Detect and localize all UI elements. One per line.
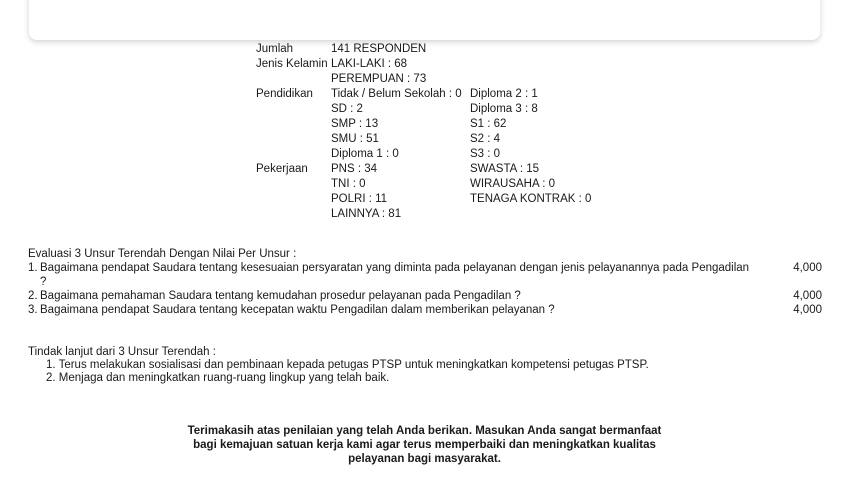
item-number: 2. [28,290,38,302]
education-item: Diploma 3 : 8 [470,103,538,115]
education-item: Tidak / Belum Sekolah : 0 [331,88,462,100]
job-item: LAINNYA : 81 [331,208,402,220]
jumlah-value: 141 RESPONDEN [331,43,427,55]
item-question-continuation: ? [40,276,47,288]
job-item: WIRAUSAHA : 0 [470,178,555,190]
followup-item: 1. Terus melakukan sosialisasi dan pembinaan kepada petugas PTSP untuk meningkatkan kompetensi petugas PTSP. [46,359,649,371]
education-item: S2 : 4 [470,133,501,145]
item-question: Bagaimana pemahaman Saudara tentang kemudahan prosedur pelayanan pada Pengadilan ? [40,290,521,302]
evaluation-item [28,261,822,275]
followup-item: 2. Menjaga dan meningkatkan ruang-ruang lingkup yang telah baik. [46,372,390,384]
followup-section [28,346,649,385]
job-item: POLRI : 11 [331,193,388,205]
item-score: 4,000 [793,304,822,316]
respondent-summary [256,42,591,222]
evaluation-section [28,247,822,317]
item-score: 4,000 [793,290,822,302]
education-item: S3 : 0 [470,148,501,160]
job-item: TENAGA KONTRAK : 0 [470,193,592,205]
item-score: 4,000 [793,262,822,274]
job-label: Pekerjaan [256,163,308,175]
education-item: SMU : 51 [331,133,379,145]
thank-you-message: Terimakasih atas penilaian yang telah Anda berikan. Masukan Anda sangat bermanfaat bagi kemajuan satuan kerja kami agar terus memperbaiki dan meningkatkan kualitas pelayanan bagi masyarakat. [187,425,662,465]
education-item: SMP : 13 [331,118,379,130]
jumlah-label: Jumlah [256,43,294,55]
job-item: PNS : 34 [331,163,378,175]
education-item: Diploma 2 : 1 [470,88,538,100]
top-card [29,0,820,40]
gender-female: PEREMPUAN : 73 [331,73,427,85]
evaluation-item-continuation [28,275,822,289]
item-number: 3. [28,304,38,316]
gender-label: Jenis Kelamin [256,58,328,70]
education-item: S1 : 62 [470,118,507,130]
evaluation-item [28,289,822,303]
education-label: Pendidikan [256,88,313,100]
item-question: Bagaimana pendapat Saudara tentang kesesuaian persyaratan yang diminta pada pelayanan dengan jenis pelayanannya pada Pengadilan [40,262,750,274]
job-item: TNI : 0 [331,178,366,190]
evaluation-item [28,303,822,317]
gender-male: LAKI-LAKI : 68 [331,58,408,70]
followup-heading: Tindak lanjut dari 3 Unsur Terendah : [28,346,216,358]
education-item: Diploma 1 : 0 [331,148,399,160]
item-number: 1. [28,262,38,274]
item-question: Bagaimana pendapat Saudara tentang kecepatan waktu Pengadilan dalam memberikan pelayanan ? [40,304,555,316]
evaluation-heading: Evaluasi 3 Unsur Terendah Dengan Nilai Per Unsur : [28,248,297,260]
education-item: SD : 2 [331,103,363,115]
job-item: SWASTA : 15 [470,163,540,175]
